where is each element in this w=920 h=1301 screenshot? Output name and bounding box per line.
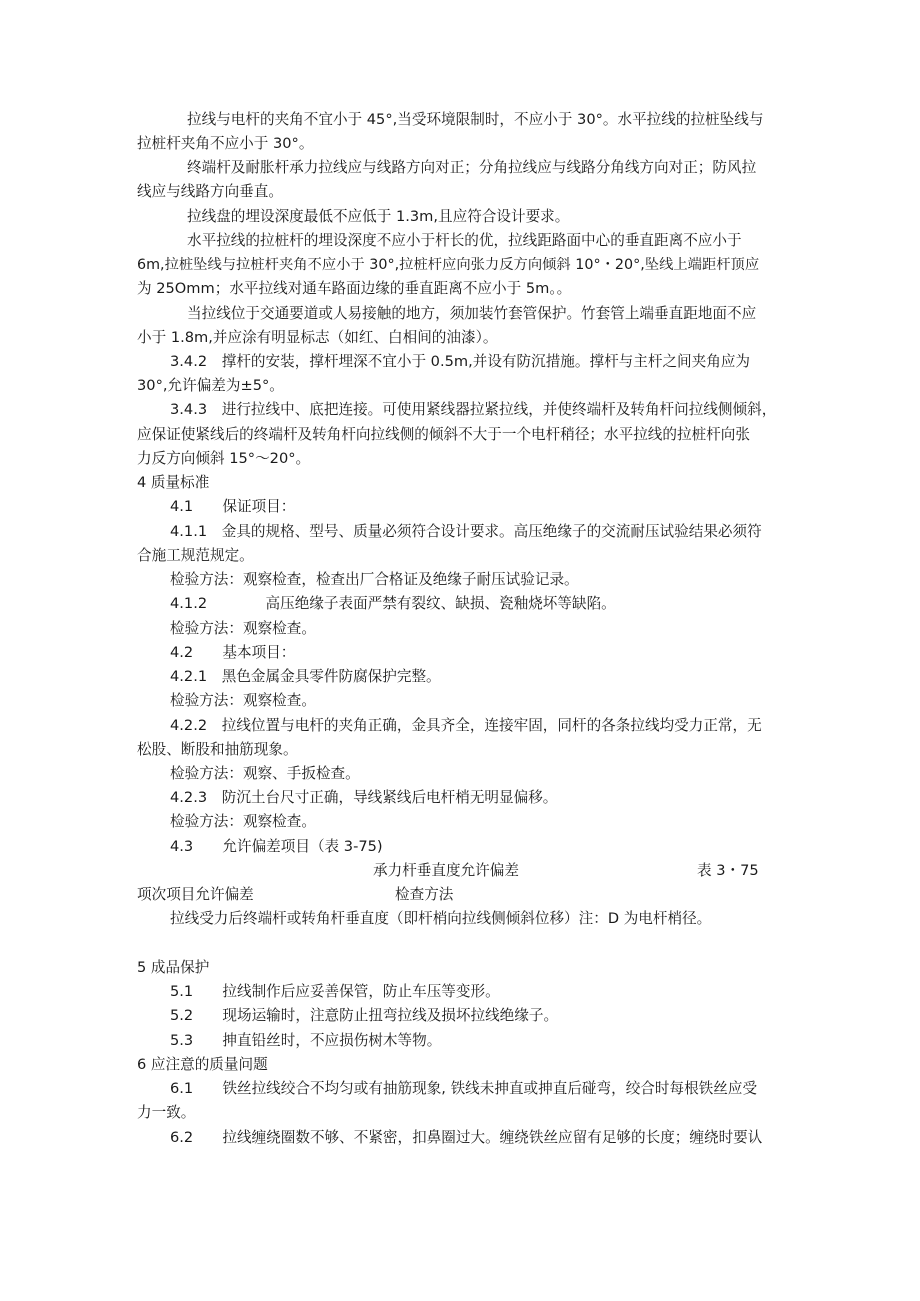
text-line: 4.2.2 拉线位置与电杆的夹角正确，金具齐全，连接牢固，同杆的各条拉线均受力正常，无 (170, 717, 762, 734)
text-line: 检验方法：观察检查。 (170, 620, 316, 637)
text-line: 拉桩杆夹角不应小于 30°。 (137, 135, 314, 152)
text-line: 检验方法：观察、手扳检查。 (170, 765, 360, 782)
table-header-method: 检查方法 (395, 886, 454, 903)
table-title: 承力杆垂直度允许偏差 (373, 862, 519, 879)
text-line: 检验方法：观察检查。 (170, 692, 316, 709)
text-line: 4.2.3 防沉土台尺寸正确，导线紧线后电杆梢无明显偏移。 (170, 789, 558, 806)
text-line: 力反方向倾斜 15°〜20°。 (137, 450, 311, 467)
text-line: 线应与线路方向垂直。 (137, 183, 283, 200)
text-line: 松股、断股和抽筋现象。 (137, 741, 298, 758)
text-line: 拉线受力后终端杆或转角杆垂直度（即杆梢向拉线侧倾斜位移）注：D 为电杆梢径。 (170, 910, 712, 927)
section-heading: 4 质量标准 (137, 474, 210, 491)
text-line: 6.2 拉线缠绕圈数不够、不紧密，扣鼻圈过大。缠绕铁丝应留有足够的长度；缠绕时要认 (170, 1129, 763, 1146)
text-line: 3.4.2 撑杆的安装，撑杆埋深不宜小于 0.5m,并设有防沉措施。撑杆与主杆之间夹角应为 (170, 353, 751, 370)
section-heading: 5 成品保护 (137, 959, 210, 976)
text-line: 5.2 现场运输时，注意防止扭弯拉线及损坏拉线绝缘子。 (170, 1007, 559, 1024)
section-heading: 6 应注意的质量问题 (137, 1056, 268, 1073)
text-line: 为 25Omm；水平拉线对通车路面边缘的垂直距离不应小于 5m。。 (137, 280, 572, 297)
text-line: 3.4.3 进行拉线中、底把连接。可使用紧线器拉紧拉线，并使终端杆及转角杆问拉线侧倾斜， (170, 401, 777, 418)
text-line: 应保证使紧线后的终端杆及转角杆向拉线侧的倾斜不大于一个电杆稍径；水平拉线的拉桩杆向张 (137, 426, 750, 443)
text-line: 30°,允许偏差为±5°。 (137, 377, 284, 394)
subsection-heading: 4.3 允许偏差项目（表 3-75) (170, 838, 383, 855)
text-line: 水平拉线的拉桩杆的埋设深度不应小于杆长的优，拉线距路面中心的垂直距离不应小于 (187, 232, 742, 249)
text-line: 合施工规范规定。 (137, 547, 254, 564)
text-line: 拉线与电杆的夹角不宜小于 45°,当受环境限制时，不应小于 30°。水平拉线的拉桩坠线与 (187, 111, 764, 128)
text-line: 小于 1.8m,并应涂有明显标志（如红、白相间的油漆）。 (137, 329, 498, 346)
subsection-heading: 4.2 基本项目： (170, 644, 296, 661)
text-line: 当拉线位于交通要道或人易接触的地方，须加装竹套管保护。竹套管上端垂直距地面不应 (187, 305, 757, 322)
text-line: 5.3 抻直铅丝时，不应损伤树木等物。 (170, 1032, 442, 1049)
text-line: 检验方法：观察检查，检查出厂合格证及绝缘子耐压试验记录。 (170, 571, 579, 588)
text-line: 6m,拉桩坠线与拉桩杆夹角不应小于 30°,拉桩杆应向张力反方向倾斜 10°・20°,坠线上端距杆顶应 (137, 257, 760, 273)
subsection-heading: 4.1 保证项目： (170, 498, 296, 515)
text-line: 检验方法：观察检查。 (170, 813, 316, 830)
table-header-items: 项次项目允许偏差 (137, 886, 254, 903)
text-line: 4.1.1 金具的规格、型号、质量必须符合设计要求。高压绝缘子的交流耐压试验结果必须符 (170, 523, 762, 540)
text-line: 6.1 铁丝拉线绞合不均匀或有抽筋现象, 铁线未抻直或抻直后碰弯，绞合时每根铁丝应受 (170, 1080, 758, 1097)
text-line: 终端杆及耐胀杆承力拉线应与线路方向对正；分角拉线应与线路分角线方向对正；防风拉 (187, 159, 757, 176)
table-number: 表 3・75 (697, 862, 759, 879)
text-line: 4.2.1 黑色金属金具零件防腐保护完整。 (170, 668, 441, 685)
text-line: 5.1 拉线制作后应妥善保管，防止车压等变形。 (170, 983, 500, 1000)
text-line: 拉线盘的埋设深度最低不应低于 1.3m,且应符合设计要求。 (187, 208, 570, 225)
text-line: 4.1.2 高压绝缘子表面严禁有裂纹、缺损、瓷釉烧坏等缺陷。 (170, 595, 616, 612)
text-line: 力一致。 (137, 1104, 196, 1121)
